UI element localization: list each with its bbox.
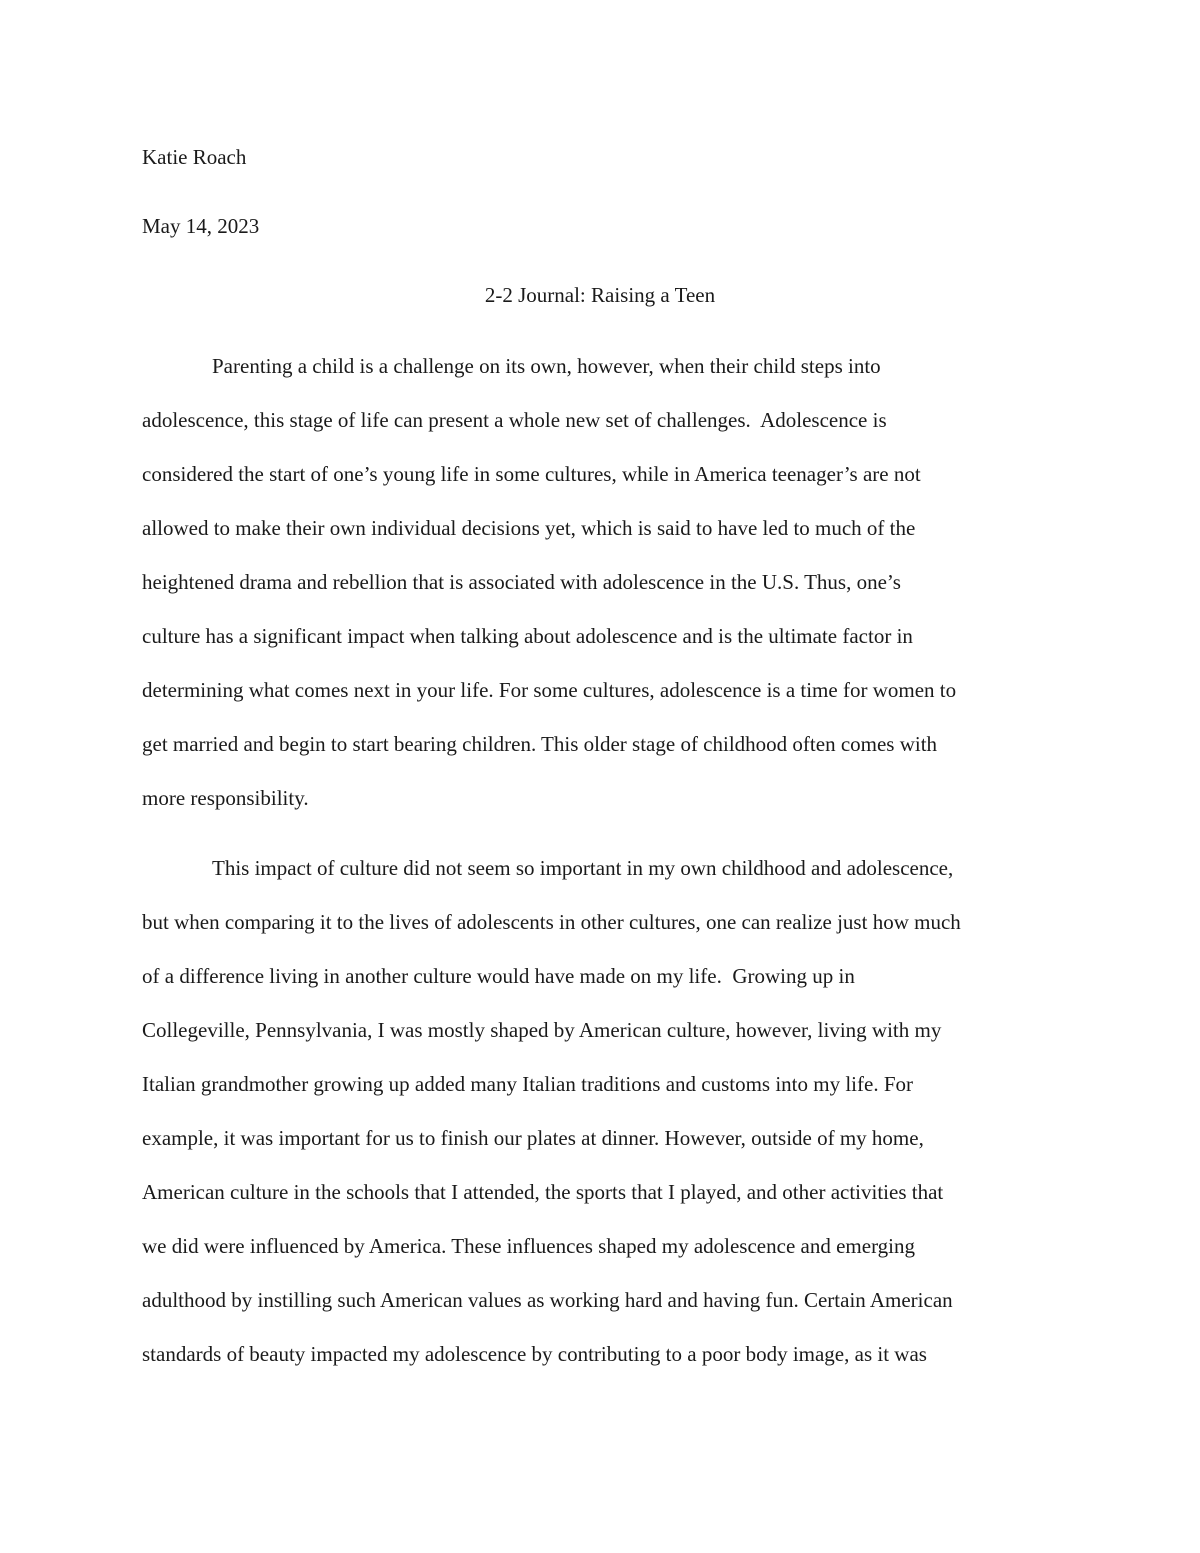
paragraph-line: Parenting a child is a challenge on its own, however, when their child steps into	[212, 354, 881, 378]
paragraph-line: get married and begin to start bearing children. This older stage of childhood often comes with	[142, 732, 938, 756]
author-name: Katie Roach	[142, 145, 247, 169]
paragraph-line: considered the start of one’s young life in some cultures, while in America teenager’s are not	[142, 462, 921, 486]
paragraph-line: Italian grandmother growing up added many Italian traditions and customs into my life. For	[142, 1072, 914, 1096]
document-date: May 14, 2023	[142, 214, 260, 238]
paragraph-line: culture has a significant impact when talking about adolescence and is the ultimate factor in	[142, 624, 913, 648]
paragraph-line: Collegeville, Pennsylvania, I was mostly shaped by American culture, however, living with my	[142, 1018, 942, 1042]
paragraph-line: of a difference living in another culture would have made on my life. Growing up in	[142, 964, 855, 988]
paragraph-line: determining what comes next in your life. For some cultures, adolescence is a time for women to	[142, 678, 957, 702]
paragraph-line: adulthood by instilling such American values as working hard and having fun. Certain American	[142, 1288, 953, 1312]
paragraph-line: we did were influenced by America. These influences shaped my adolescence and emerging	[142, 1234, 916, 1258]
paragraph-line: heightened drama and rebellion that is associated with adolescence in the U.S. Thus, one’s	[142, 570, 901, 594]
paragraph-line: more responsibility.	[142, 786, 309, 810]
paragraph-line: example, it was important for us to finish our plates at dinner. However, outside of my home,	[142, 1126, 924, 1150]
paragraph-line: but when comparing it to the lives of adolescents in other cultures, one can realize just how much	[142, 910, 961, 934]
paragraph-line: allowed to make their own individual decisions yet, which is said to have led to much of the	[142, 516, 916, 540]
paragraph-line: standards of beauty impacted my adolescence by contributing to a poor body image, as it was	[142, 1342, 927, 1366]
paragraph-line: adolescence, this stage of life can present a whole new set of challenges. Adolescence is	[142, 408, 887, 432]
paragraph-line: American culture in the schools that I attended, the sports that I played, and other activities that	[142, 1180, 944, 1204]
paragraph-line: This impact of culture did not seem so important in my own childhood and adolescence,	[212, 856, 954, 880]
document-title: 2-2 Journal: Raising a Teen	[484, 283, 716, 307]
